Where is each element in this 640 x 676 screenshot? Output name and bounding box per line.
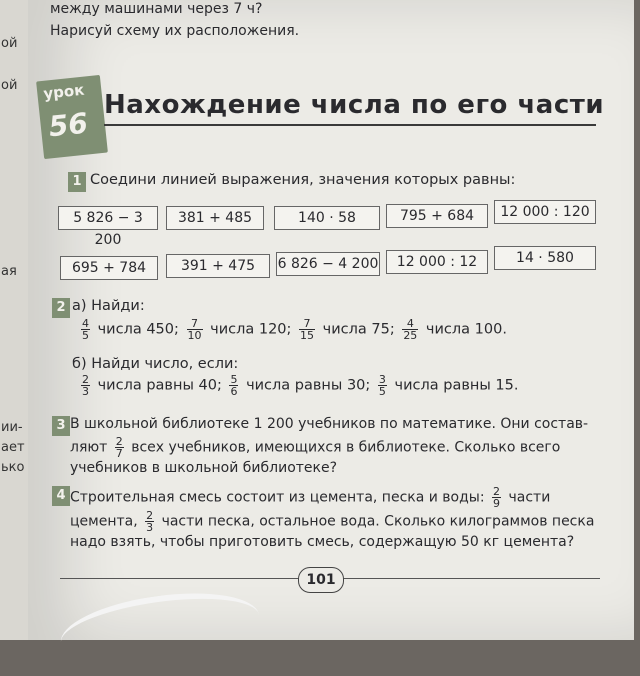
page-number: 101 bbox=[298, 567, 344, 593]
lesson-word: урок bbox=[42, 80, 86, 103]
expression-box[interactable]: 6 826 − 4 200 bbox=[276, 252, 380, 276]
expression-box[interactable]: 381 + 485 bbox=[166, 206, 264, 230]
expression-box[interactable]: 14 · 580 bbox=[494, 246, 596, 270]
task2a-label: а) Найди: bbox=[72, 298, 145, 314]
expression-box[interactable]: 391 + 475 bbox=[166, 254, 270, 278]
lesson-number: 56 bbox=[47, 106, 90, 144]
fraction: $\frac{3}{5}$ bbox=[378, 373, 386, 398]
left-fragment: ая bbox=[1, 264, 17, 279]
fraction: $\frac{5}{6}$ bbox=[230, 373, 238, 398]
fraction: $\frac{2}{9}$ bbox=[493, 485, 501, 510]
task-number-2: 2 bbox=[52, 298, 70, 318]
fraction: $\frac{4}{25}$ bbox=[403, 317, 418, 342]
task-number-1: 1 bbox=[68, 172, 86, 192]
task4-line2: цемента, $\frac{2}{3}$ части песка, остальное вода. Сколько килограммов песка bbox=[70, 509, 595, 534]
left-fragment: ой bbox=[1, 78, 18, 93]
left-page-edge bbox=[0, 0, 28, 640]
fraction: $\frac{4}{5}$ bbox=[82, 317, 89, 342]
title-divider bbox=[104, 124, 596, 126]
task2b-label: б) Найди число, если: bbox=[72, 356, 239, 372]
left-fragment: ько bbox=[1, 460, 25, 475]
task4-line3: надо взять, чтобы приготовить смесь, содержащую 50 кг цемента? bbox=[70, 534, 575, 550]
fraction: $\frac{2}{7}$ bbox=[115, 435, 123, 460]
lesson-title: Нахождение числа по его части bbox=[104, 90, 605, 120]
expression-box[interactable]: 140 · 58 bbox=[274, 206, 380, 230]
lesson-badge bbox=[36, 75, 108, 159]
expression-box[interactable]: 795 + 684 bbox=[386, 204, 488, 228]
task-number-3: 3 bbox=[52, 416, 70, 436]
expression-box[interactable]: 695 + 784 bbox=[60, 256, 158, 280]
expression-box[interactable]: 12 000 : 120 bbox=[494, 200, 596, 224]
left-fragment: ой bbox=[1, 36, 18, 51]
task2a-items: $\frac{4}{5}$ числа 450; $\frac{7}{10}$ числа 120; $\frac{7}{15}$ числа 75; $\frac{4}{25}$ числа 100. bbox=[82, 317, 507, 342]
fraction: $\frac{2}{3}$ bbox=[82, 373, 89, 398]
expression-box[interactable]: 12 000 : 12 bbox=[386, 250, 488, 274]
task4-line1: Строительная смесь состоит из цемента, песка и воды: $\frac{2}{9}$ части bbox=[70, 485, 551, 510]
top-line-1: между машинами через 7 ч? bbox=[50, 1, 263, 17]
task3-line1: В школьной библиотеке 1 200 учебников по математике. Они состав- bbox=[70, 416, 589, 432]
left-fragment: ает bbox=[1, 440, 25, 455]
task-number-4: 4 bbox=[52, 486, 70, 506]
task1-text: Соедини линией выражения, значения которых равны: bbox=[90, 172, 516, 188]
task2b-items: $\frac{2}{3}$ числа равны 40; $\frac{5}{6}$ числа равны 30; $\frac{3}{5}$ числа равны 15. bbox=[82, 373, 519, 398]
left-fragment: ии- bbox=[1, 420, 23, 435]
task3-line3: учебников в школьной библиотеке? bbox=[70, 460, 338, 476]
task3-line2: ляют $\frac{2}{7}$ всех учебников, имеющихся в библиотеке. Сколько всего bbox=[70, 435, 561, 460]
fraction: $\frac{2}{3}$ bbox=[146, 509, 154, 534]
expression-box[interactable]: 5 826 − 3 200 bbox=[58, 206, 158, 230]
fraction: $\frac{7}{10}$ bbox=[187, 317, 202, 342]
fraction: $\frac{7}{15}$ bbox=[300, 317, 315, 342]
top-line-2: Нарисуй схему их расположения. bbox=[50, 23, 300, 39]
